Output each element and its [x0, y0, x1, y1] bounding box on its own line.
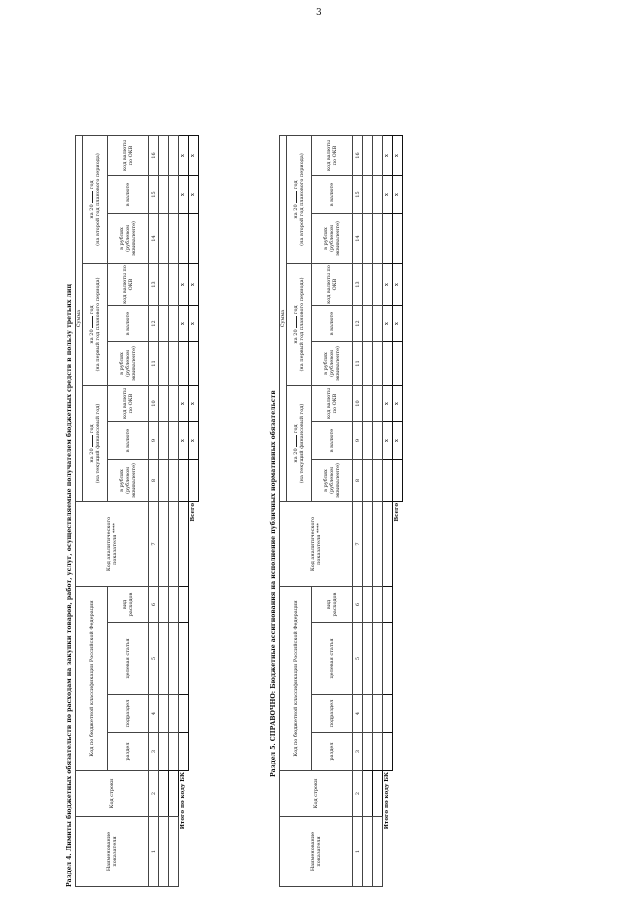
mark: x — [179, 422, 189, 460]
col-num: 4 — [353, 695, 363, 733]
column-number-row — [149, 136, 159, 887]
col-num: 7 — [149, 502, 159, 587]
cell[interactable] — [179, 587, 189, 623]
total-bk-label: Итого по коду БК — [384, 772, 391, 830]
cell[interactable] — [373, 342, 383, 386]
header-okv-2: код валюты по ОКВ — [108, 264, 149, 306]
mark: x — [179, 386, 189, 422]
header-podrazdel: подраздел — [312, 695, 353, 733]
header-bk-group: Код по бюджетной классификации Российской Федерации — [280, 587, 312, 771]
mark: x — [189, 264, 199, 306]
cell[interactable] — [159, 695, 169, 733]
cell[interactable] — [159, 422, 169, 460]
header-okv-1: код валюты по ОКВ — [108, 386, 149, 422]
data-row — [363, 136, 373, 887]
section-4-table — [75, 135, 199, 887]
mark: x — [383, 136, 393, 176]
mark: x — [179, 264, 189, 306]
mark: x — [189, 422, 199, 460]
cell[interactable] — [363, 817, 373, 887]
cell[interactable] — [159, 136, 169, 176]
header-okv-1: код валюты по ОКВ — [312, 386, 353, 422]
header-bk-group: Код по бюджетной классификации Российской Федерации — [76, 587, 108, 771]
header-code-row: Код строки — [280, 771, 353, 817]
header-period-1: на 20 год (на текущий финансовый год) — [83, 386, 108, 502]
cell[interactable] — [373, 176, 383, 214]
cell[interactable] — [363, 422, 373, 460]
col-num: 8 — [149, 460, 159, 502]
col-num: 13 — [353, 264, 363, 306]
cell[interactable] — [383, 214, 393, 264]
header-rub-3: в рублях (рублевом эквиваленте) — [312, 214, 353, 264]
cell[interactable] — [393, 460, 403, 502]
cell[interactable] — [179, 460, 189, 502]
mark: x — [383, 264, 393, 306]
mark: x — [179, 306, 189, 342]
col-num: 9 — [149, 422, 159, 460]
section-5-title: Раздел 5. СПРАВОЧНО: Бюджетные ассигнования на исполнение публичных нормативных обязательств — [270, 390, 277, 777]
header-okv-3: код валюты по ОКВ — [108, 136, 149, 176]
cell[interactable] — [159, 342, 169, 386]
data-row — [159, 136, 169, 887]
mark: x — [383, 386, 393, 422]
cell[interactable] — [393, 214, 403, 264]
col-num: 16 — [149, 136, 159, 176]
col-num: 14 — [353, 214, 363, 264]
col-num: 1 — [149, 817, 159, 887]
cell[interactable] — [373, 386, 383, 422]
cell[interactable] — [169, 386, 179, 422]
total-all-row — [393, 136, 403, 887]
cell[interactable] — [363, 386, 373, 422]
cell[interactable] — [373, 264, 383, 306]
mark: x — [383, 176, 393, 214]
cell[interactable] — [373, 502, 383, 587]
col-num: 5 — [353, 623, 363, 695]
cell[interactable] — [169, 695, 179, 733]
col-num: 13 — [149, 264, 159, 306]
col-num: 2 — [149, 771, 159, 817]
header-period-2: на 20 год (на первый год планового периода) — [83, 264, 108, 386]
cell[interactable] — [169, 306, 179, 342]
cell[interactable] — [383, 733, 393, 771]
header-val-1: в валюте — [312, 422, 353, 460]
header-vid: вид расходов — [108, 587, 149, 623]
total-all-row — [189, 136, 199, 887]
total-all-label: Всего — [394, 503, 401, 522]
col-num: 1 — [353, 817, 363, 887]
col-num: 15 — [353, 176, 363, 214]
header-tselevaya: целевая статья — [108, 623, 149, 695]
total-bk-label: Итого по коду БК — [180, 772, 187, 830]
header-summa: Сумма — [76, 136, 83, 502]
header-val-3: в валюте — [108, 176, 149, 214]
mark: x — [383, 306, 393, 342]
section-4-title: Раздел 4. Лимиты бюджетных обязательств по расходам на закупки товаров, работ, услуг, осуществляемые получателем бюджетных средств в пользу третьих лиц — [66, 283, 73, 887]
cell[interactable] — [373, 214, 383, 264]
header-name: Наименование показателя — [76, 817, 149, 887]
header-analytic: Код аналитического показателя **** — [280, 502, 353, 587]
cell[interactable] — [169, 502, 179, 587]
col-num: 16 — [353, 136, 363, 176]
cell[interactable] — [159, 623, 169, 695]
col-num: 7 — [353, 502, 363, 587]
cell[interactable] — [363, 623, 373, 695]
data-row — [169, 136, 179, 887]
cell[interactable] — [383, 460, 393, 502]
cell[interactable] — [383, 587, 393, 623]
mark: x — [393, 306, 403, 342]
cell[interactable] — [189, 214, 199, 264]
cell[interactable] — [363, 733, 373, 771]
cell[interactable] — [159, 386, 169, 422]
mark: x — [383, 422, 393, 460]
cell[interactable] — [169, 342, 179, 386]
col-num: 5 — [149, 623, 159, 695]
total-bk-row — [179, 136, 189, 887]
cell[interactable] — [373, 623, 383, 695]
col-num: 6 — [353, 587, 363, 623]
cell[interactable] — [179, 695, 189, 733]
total-all-label: Всего — [190, 503, 197, 522]
cell[interactable] — [373, 733, 383, 771]
cell[interactable] — [159, 306, 169, 342]
cell[interactable] — [159, 587, 169, 623]
header-val-1: в валюте — [108, 422, 149, 460]
cell[interactable] — [383, 695, 393, 733]
cell[interactable] — [169, 771, 179, 817]
cell[interactable] — [179, 214, 189, 264]
header-code-row: Код строки — [76, 771, 149, 817]
header-okv-2: код валюты по ОКВ — [312, 264, 353, 306]
total-bk-row — [383, 136, 393, 887]
header-val-2: в валюте — [312, 306, 353, 342]
cell[interactable] — [363, 136, 373, 176]
header-rub-3: в рублях (рублевом эквиваленте) — [108, 214, 149, 264]
col-num: 3 — [149, 733, 159, 771]
header-period-2: на 20 год (на первый год планового периода) — [287, 264, 312, 386]
cell[interactable] — [189, 342, 199, 386]
header-period-1: на 20 год (на текущий финансовый год) — [287, 386, 312, 502]
cell[interactable] — [179, 733, 189, 771]
cell[interactable] — [373, 460, 383, 502]
mark: x — [393, 386, 403, 422]
col-num: 14 — [149, 214, 159, 264]
col-num: 10 — [353, 386, 363, 422]
column-number-row — [353, 136, 363, 887]
cell[interactable] — [169, 214, 179, 264]
mark: x — [189, 136, 199, 176]
header-razdel: раздел — [312, 733, 353, 771]
header-name: Наименование показателя — [280, 817, 353, 887]
cell[interactable] — [363, 342, 373, 386]
cell[interactable] — [363, 306, 373, 342]
col-num: 3 — [353, 733, 363, 771]
col-num: 8 — [353, 460, 363, 502]
col-num: 11 — [149, 342, 159, 386]
cell[interactable] — [383, 623, 393, 695]
cell[interactable] — [373, 695, 383, 733]
cell[interactable] — [159, 733, 169, 771]
cell[interactable] — [373, 817, 383, 887]
cell[interactable] — [373, 587, 383, 623]
cell[interactable] — [373, 136, 383, 176]
cell[interactable] — [169, 176, 179, 214]
cell[interactable] — [393, 342, 403, 386]
cell[interactable] — [159, 771, 169, 817]
mark: x — [189, 386, 199, 422]
col-num: 9 — [353, 422, 363, 460]
cell[interactable] — [169, 460, 179, 502]
col-num: 2 — [353, 771, 363, 817]
mark: x — [393, 176, 403, 214]
cell[interactable] — [169, 264, 179, 306]
cell[interactable] — [363, 502, 373, 587]
cell[interactable] — [383, 342, 393, 386]
cell[interactable] — [363, 587, 373, 623]
cell[interactable] — [363, 695, 373, 733]
cell[interactable] — [159, 176, 169, 214]
header-analytic: Код аналитического показателя **** — [76, 502, 149, 587]
header-val-3: в валюте — [312, 176, 353, 214]
header-rub-1: в рублях (рублевом эквиваленте) — [312, 460, 353, 502]
header-val-2: в валюте — [108, 306, 149, 342]
cell[interactable] — [179, 623, 189, 695]
cell[interactable] — [179, 342, 189, 386]
cell[interactable] — [363, 771, 373, 817]
col-num: 12 — [353, 306, 363, 342]
cell[interactable] — [169, 136, 179, 176]
cell[interactable] — [373, 771, 383, 817]
cell[interactable] — [179, 502, 189, 587]
cell[interactable] — [169, 422, 179, 460]
cell[interactable] — [189, 460, 199, 502]
header-okv-3: код валюты по ОКВ — [312, 136, 353, 176]
mark: x — [189, 176, 199, 214]
cell[interactable] — [383, 502, 393, 587]
col-num: 12 — [149, 306, 159, 342]
mark: x — [179, 176, 189, 214]
cell[interactable] — [159, 817, 169, 887]
cell[interactable] — [169, 623, 179, 695]
header-summa: Сумма — [280, 136, 287, 502]
cell[interactable] — [159, 264, 169, 306]
col-num: 10 — [149, 386, 159, 422]
mark: x — [179, 136, 189, 176]
header-razdel: раздел — [108, 733, 149, 771]
cell[interactable] — [169, 587, 179, 623]
cell[interactable] — [159, 502, 169, 587]
header-period-3: на 20 год (на второй год планового периода) — [287, 136, 312, 264]
header-tselevaya: целевая статья — [312, 623, 353, 695]
mark: x — [393, 136, 403, 176]
header-period-3: на 20 год (на второй год планового периода) — [83, 136, 108, 264]
cell[interactable] — [363, 176, 373, 214]
cell[interactable] — [373, 306, 383, 342]
cell[interactable] — [169, 733, 179, 771]
data-row — [373, 136, 383, 887]
header-rub-2: в рублях (рублевом эквиваленте) — [312, 342, 353, 386]
col-num: 4 — [149, 695, 159, 733]
cell[interactable] — [363, 264, 373, 306]
cell[interactable] — [159, 214, 169, 264]
header-podrazdel: подраздел — [108, 695, 149, 733]
col-num: 15 — [149, 176, 159, 214]
cell[interactable] — [169, 817, 179, 887]
section-5-table — [279, 135, 403, 887]
cell[interactable] — [363, 214, 373, 264]
cell[interactable] — [373, 422, 383, 460]
col-num: 6 — [149, 587, 159, 623]
header-rub-1: в рублях (рублевом эквиваленте) — [108, 460, 149, 502]
cell[interactable] — [159, 460, 169, 502]
mark: x — [393, 264, 403, 306]
page-number: 3 — [316, 8, 322, 18]
cell[interactable] — [363, 460, 373, 502]
mark: x — [189, 306, 199, 342]
mark: x — [393, 422, 403, 460]
col-num: 11 — [353, 342, 363, 386]
header-vid: вид расходов — [312, 587, 353, 623]
header-rub-2: в рублях (рублевом эквиваленте) — [108, 342, 149, 386]
